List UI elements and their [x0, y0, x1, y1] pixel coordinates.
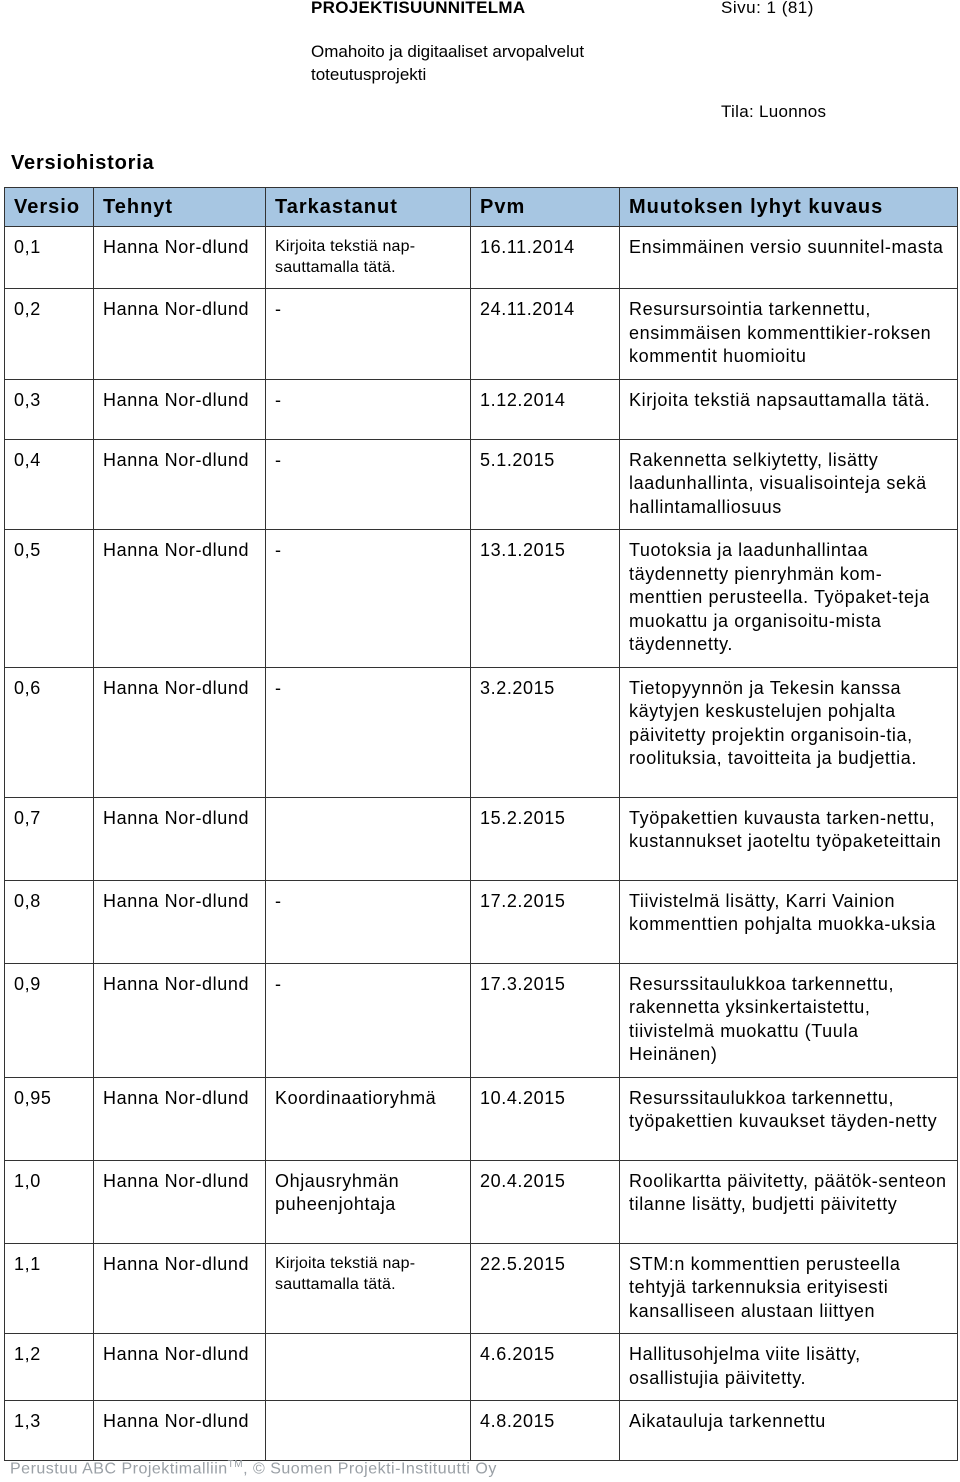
checked-by-cell: [266, 289, 471, 380]
description-cell-text: STM:n kommenttien perusteella tehtyjä tarkennuksia erityisesti kansalliseen alustaan liittyen: [629, 1253, 901, 1321]
version-cell-text: 0,7: [14, 807, 41, 828]
version-cell-text: 0,3: [14, 389, 41, 410]
description-cell: [620, 1401, 958, 1461]
checked-by-cell: [266, 1077, 471, 1160]
checked-by-cell: [266, 379, 471, 439]
table-row: [5, 797, 958, 880]
version-cell: [5, 227, 94, 289]
version-cell-text: 1,2: [14, 1344, 41, 1364]
description-cell-text: Ensimmäinen versio suunnitel-masta: [629, 237, 944, 257]
date-cell-text: 17.2.2015: [480, 890, 566, 911]
footer-copyright: , © Suomen Projekti-Instituutti Oy: [243, 1460, 497, 1478]
table-row: [5, 880, 958, 963]
version-cell-text: 0,2: [14, 299, 41, 319]
made-by-cell-text: Hanna Nor-dlund: [103, 1253, 250, 1274]
table-row: [5, 1401, 958, 1461]
date-cell-text: 3.2.2015: [480, 677, 555, 698]
table-row: [5, 227, 958, 289]
made-by-cell-text: Hanna Nor-dlund: [103, 1170, 250, 1191]
checked-by-cell-text: -: [275, 890, 282, 911]
made-by-cell-text: Hanna Nor-dlund: [103, 807, 250, 828]
description-cell: [620, 1334, 958, 1401]
document-title: PROJEKTISUUNNITELMA: [311, 0, 526, 17]
description-cell: [620, 530, 958, 668]
made-by-cell: [94, 1243, 266, 1334]
made-by-cell-text: Hanna Nor-dlund: [103, 299, 250, 319]
version-cell: [5, 1334, 94, 1401]
column-header-version: Versio: [5, 188, 94, 227]
date-cell: [471, 963, 620, 1077]
description-cell-text: Työpakettien kuvausta tarken-nettu, kustannukset jaoteltu työpaketeittain: [629, 807, 942, 851]
made-by-cell-text: Hanna Nor-dlund: [103, 449, 250, 470]
made-by-cell: [94, 289, 266, 380]
made-by-cell: [94, 379, 266, 439]
description-cell: [620, 439, 958, 530]
description-cell-text: Kirjoita tekstiä napsauttamalla tätä.: [629, 389, 931, 410]
date-cell-text: 1.12.2014: [480, 389, 566, 410]
checked-by-cell-text: -: [275, 677, 282, 698]
version-cell: [5, 963, 94, 1077]
date-cell: [471, 530, 620, 668]
checked-by-cell-text: -: [275, 389, 282, 410]
description-cell-text: Tiivistelmä lisätty, Karri Vainion kommenttien pohjalta muokka-uksia: [629, 890, 936, 934]
table-row: [5, 439, 958, 530]
made-by-cell-text: Hanna Nor-dlund: [103, 890, 250, 911]
date-cell-text: 20.4.2015: [480, 1170, 566, 1191]
footer-text: Perustuu ABC Projektimalliin: [10, 1460, 228, 1478]
section-title-version-history: Versiohistoria: [11, 152, 155, 174]
table-body: [5, 227, 958, 1461]
document-subtitle: Omahoito ja digitaaliset arvopalvelut toteutusprojekti: [311, 42, 585, 84]
made-by-cell-text: Hanna Nor-dlund: [103, 540, 250, 560]
footer: [10, 1459, 497, 1478]
checked-by-cell: [266, 797, 471, 880]
made-by-cell-text: Hanna Nor-dlund: [103, 1344, 250, 1364]
version-cell: [5, 289, 94, 380]
made-by-cell: [94, 1401, 266, 1461]
description-cell: [620, 289, 958, 380]
made-by-cell: [94, 439, 266, 530]
document-status: Tila: Luonnos: [721, 102, 827, 121]
checked-by-cell: [266, 439, 471, 530]
checked-by-cell-text: -: [275, 540, 282, 560]
made-by-cell: [94, 797, 266, 880]
made-by-cell: [94, 1160, 266, 1243]
description-cell: [620, 963, 958, 1077]
checked-by-cell: [266, 530, 471, 668]
table-row: [5, 289, 958, 380]
made-by-cell-text: Hanna Nor-dlund: [103, 389, 250, 410]
made-by-cell: [94, 1334, 266, 1401]
description-cell: [620, 1243, 958, 1334]
date-cell-text: 10.4.2015: [480, 1087, 566, 1108]
date-cell: [471, 880, 620, 963]
made-by-cell-text: Hanna Nor-dlund: [103, 237, 250, 257]
date-cell-text: 13.1.2015: [480, 540, 566, 560]
checked-by-cell-text: Ohjausryhmän puheenjohtaja: [275, 1170, 400, 1214]
description-cell-text: Hallitusohjelma viite lisätty, osallistujia päivitetty.: [629, 1344, 861, 1388]
made-by-cell: [94, 227, 266, 289]
version-cell: [5, 439, 94, 530]
table-row: [5, 963, 958, 1077]
checked-by-cell-text: Koordinaatioryhmä: [275, 1087, 437, 1108]
made-by-cell-text: Hanna Nor-dlund: [103, 1087, 250, 1108]
version-cell: [5, 667, 94, 797]
checked-by-cell: [266, 667, 471, 797]
date-cell: [471, 379, 620, 439]
date-cell-text: 4.6.2015: [480, 1344, 555, 1364]
checked-by-cell-text: -: [275, 449, 282, 470]
description-cell-text: Tuotoksia ja laadunhallintaa täydennetty pienryhmän kom-menttien perusteella. Työpaket-teja muokattu ja organisoitu-mista täydennetty.: [629, 540, 930, 654]
made-by-cell: [94, 1077, 266, 1160]
made-by-cell: [94, 880, 266, 963]
description-cell-text: Rakennetta selkiytetty, lisätty laadunhallinta, visualisointeja sekä hallintamalliosuus: [629, 449, 927, 517]
checked-by-cell: [266, 963, 471, 1077]
description-cell: [620, 1077, 958, 1160]
date-cell-text: 16.11.2014: [480, 237, 575, 257]
date-cell-text: 5.1.2015: [480, 449, 555, 470]
version-cell-text: 0,8: [14, 890, 41, 911]
description-cell-text: Resursursointia tarkennettu, ensimmäisen kommenttikier-roksen kommentit huomioitu: [629, 299, 932, 366]
description-cell: [620, 880, 958, 963]
made-by-cell: [94, 963, 266, 1077]
made-by-cell-text: Hanna Nor-dlund: [103, 677, 250, 698]
version-cell: [5, 1401, 94, 1461]
trademark-mark: TM: [227, 1459, 244, 1470]
version-cell: [5, 880, 94, 963]
table-row: [5, 530, 958, 668]
date-cell: [471, 1243, 620, 1334]
description-cell: [620, 667, 958, 797]
date-cell: [471, 1077, 620, 1160]
checked-by-cell: [266, 1401, 471, 1461]
column-header-description: Muutoksen lyhyt kuvaus: [620, 188, 958, 227]
description-cell: [620, 379, 958, 439]
date-cell: [471, 1401, 620, 1461]
date-cell: [471, 289, 620, 380]
table-row: [5, 1243, 958, 1334]
date-cell: [471, 667, 620, 797]
checked-by-cell: [266, 880, 471, 963]
version-cell: [5, 1160, 94, 1243]
date-cell: [471, 227, 620, 289]
date-cell: [471, 1160, 620, 1243]
version-cell: [5, 379, 94, 439]
version-cell-text: 0,95: [14, 1087, 52, 1108]
checked-by-cell: [266, 1334, 471, 1401]
checked-by-cell-text: -: [275, 973, 282, 994]
version-cell-text: 1,1: [14, 1253, 41, 1274]
checked-by-cell: [266, 1243, 471, 1334]
date-cell-text: 22.5.2015: [480, 1253, 566, 1274]
checked-by-cell: [266, 1160, 471, 1243]
version-cell: [5, 1243, 94, 1334]
version-cell-text: 0,6: [14, 677, 41, 698]
date-cell: [471, 1334, 620, 1401]
description-cell-text: Aikatauluja tarkennettu: [629, 1411, 826, 1431]
table-row: [5, 667, 958, 797]
table-header-row: [5, 188, 958, 227]
description-cell: [620, 227, 958, 289]
date-cell-text: 24.11.2014: [480, 299, 575, 319]
checked-by-cell-text: -: [275, 299, 282, 319]
version-cell: [5, 797, 94, 880]
checked-by-cell-text: Kirjoita tekstiä nap-sauttamalla tätä.: [275, 1254, 416, 1293]
version-cell: [5, 530, 94, 668]
page-number: Sivu: 1 (81): [721, 0, 814, 17]
date-cell: [471, 439, 620, 530]
version-cell-text: 0,9: [14, 973, 41, 994]
checked-by-cell-text: Kirjoita tekstiä nap-sauttamalla tätä.: [275, 238, 416, 276]
checked-by-cell: [266, 227, 471, 289]
table-row: [5, 1077, 958, 1160]
description-cell-text: Resurssitaulukkoa tarkennettu, rakennetta yksinkertaistettu, tiivistelmä muokattu (Tuula Heinänen): [629, 973, 895, 1064]
table-row: [5, 1160, 958, 1243]
description-cell-text: Tietopyynnön ja Tekesin kanssa käytyjen keskustelujen pohjalta päivitetty projektin organisoin-tia, roolituksia, tavoitteita ja budjettia.: [629, 677, 917, 768]
version-cell-text: 0,5: [14, 540, 41, 560]
column-header-checked-by: Tarkastanut: [266, 188, 471, 227]
description-cell: [620, 1160, 958, 1243]
description-cell: [620, 797, 958, 880]
version-cell: [5, 1077, 94, 1160]
version-history-table: [4, 187, 958, 1461]
date-cell-text: 4.8.2015: [480, 1411, 555, 1431]
column-header-made-by: Tehnyt: [94, 188, 266, 227]
date-cell-text: 15.2.2015: [480, 807, 566, 828]
description-cell-text: Resurssitaulukkoa tarkennettu, työpakettien kuvaukset täyden-netty: [629, 1087, 938, 1131]
version-cell-text: 0,1: [14, 237, 41, 257]
version-cell-text: 1,0: [14, 1170, 41, 1191]
made-by-cell-text: Hanna Nor-dlund: [103, 1411, 250, 1431]
made-by-cell: [94, 530, 266, 668]
table-row: [5, 379, 958, 439]
version-cell-text: 1,3: [14, 1411, 41, 1431]
date-cell: [471, 797, 620, 880]
made-by-cell: [94, 667, 266, 797]
table-row: [5, 1334, 958, 1401]
version-cell-text: 0,4: [14, 449, 41, 470]
column-header-date: Pvm: [471, 188, 620, 227]
made-by-cell-text: Hanna Nor-dlund: [103, 973, 250, 994]
description-cell-text: Roolikartta päivitetty, päätök-senteon tilanne lisätty, budjetti päivitetty: [629, 1170, 947, 1214]
date-cell-text: 17.3.2015: [480, 973, 566, 994]
